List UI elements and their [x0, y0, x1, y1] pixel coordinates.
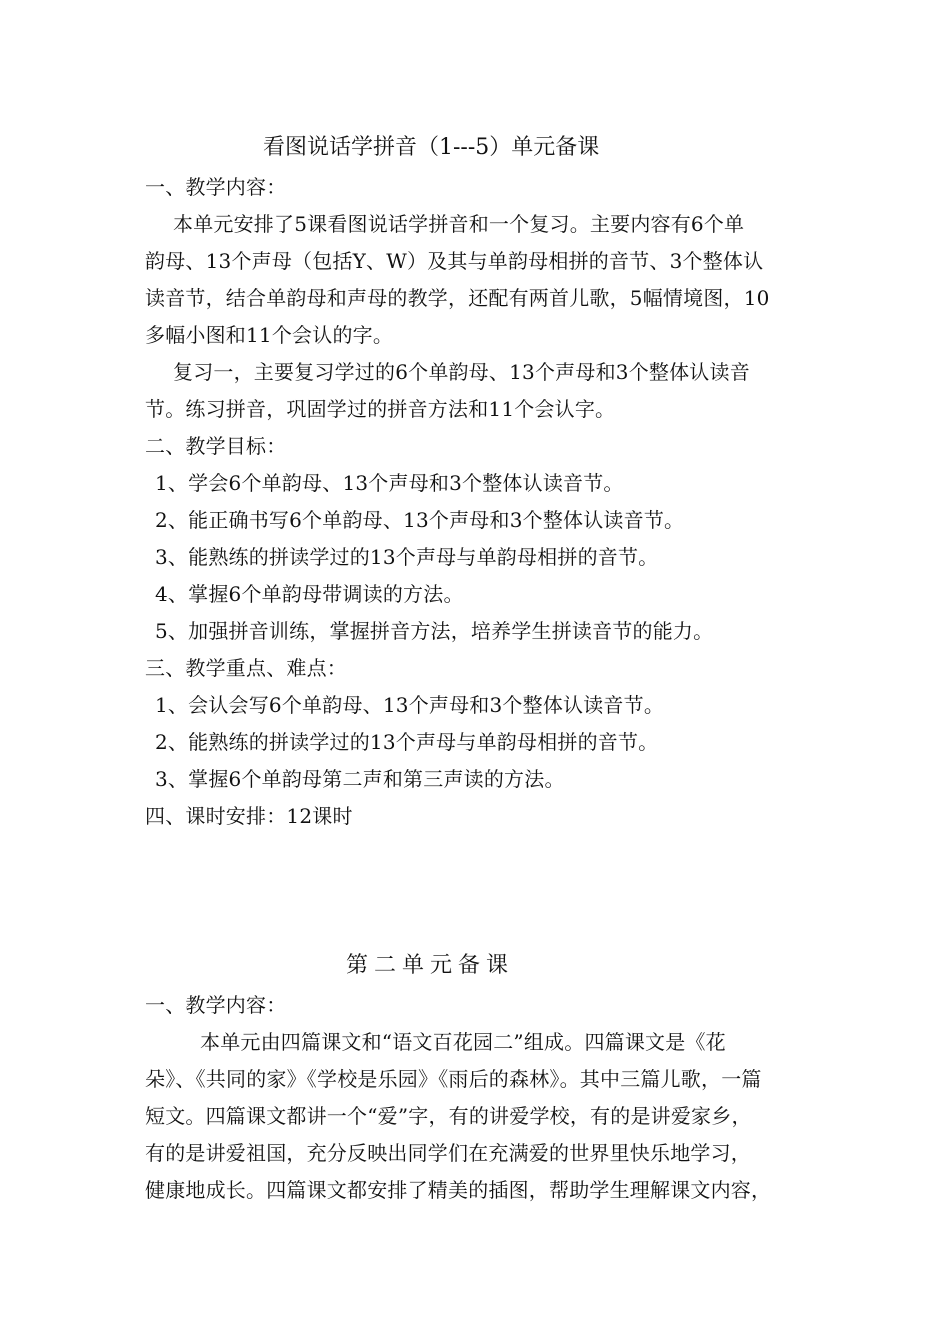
unit1-section2-heading: 二、教学目标：: [145, 434, 287, 458]
unit2-title: 第二单元备课: [346, 953, 515, 978]
unit2-section1-heading: 一、教学内容：: [145, 993, 287, 1017]
unit1-para1-line: 多幅小图和11个会认的字。: [145, 323, 394, 347]
keypoint-item: 1、会认会写6个单韵母、13个声母和3个整体认读音节。: [155, 693, 665, 717]
unit2-para1-line: 有的是讲爱祖国，充分反映出同学们在充满爱的世界里快乐地学习，: [145, 1141, 751, 1165]
unit1-para1-line: 本单元安排了5课看图说话学拼音和一个复习。主要内容有6个单: [173, 212, 745, 236]
goal-item: 1、学会6个单韵母、13个声母和3个整体认读音节。: [155, 471, 624, 495]
goal-item: 4、掌握6个单韵母带调读的方法。: [155, 582, 464, 606]
goal-item: 5、加强拼音训练，掌握拼音方法，培养学生拼读音节的能力。: [155, 619, 714, 643]
unit1-para1-line: 读音节，结合单韵母和声母的教学，还配有两首儿歌，5幅情境图，10: [145, 286, 770, 310]
unit2-para1-line: 本单元由四篇课文和“语文百花园二”组成。四篇课文是《花: [200, 1030, 726, 1054]
unit1-section4-heading: 四、课时安排：12课时: [145, 804, 353, 828]
unit1-para1-line: 韵母、13个声母（包括Y、W）及其与单韵母相拼的音节、3个整体认: [145, 249, 764, 273]
unit1-title: 看图说话学拼音（1---5）单元备课: [263, 135, 600, 160]
goal-item: 3、能熟练的拼读学过的13个声母与单韵母相拼的音节。: [155, 545, 659, 569]
goal-item: 2、能正确书写6个单韵母、13个声母和3个整体认读音节。: [155, 508, 685, 532]
unit2-para1-line: 朵》、《共同的家》《学校是乐园》《雨后的森林》。其中三篇儿歌，一篇: [145, 1067, 762, 1091]
unit1-para2-line: 节。练习拼音，巩固学过的拼音方法和11个会认字。: [145, 397, 616, 421]
unit2-para1-line: 短文。四篇课文都讲一个“爱”字，有的讲爱学校，有的是讲爱家乡，: [145, 1104, 752, 1128]
unit2-para1-line: 健康地成长。四篇课文都安排了精美的插图，帮助学生理解课文内容，: [145, 1178, 772, 1202]
unit1-section3-heading: 三、教学重点、难点：: [145, 656, 347, 680]
unit1-para2-line: 复习一，主要复习学过的6个单韵母、13个声母和3个整体认读音: [173, 360, 750, 384]
keypoint-item: 2、能熟练的拼读学过的13个声母与单韵母相拼的音节。: [155, 730, 659, 754]
keypoint-item: 3、掌握6个单韵母第二声和第三声读的方法。: [155, 767, 565, 791]
unit1-section1-heading: 一、教学内容：: [145, 175, 287, 199]
